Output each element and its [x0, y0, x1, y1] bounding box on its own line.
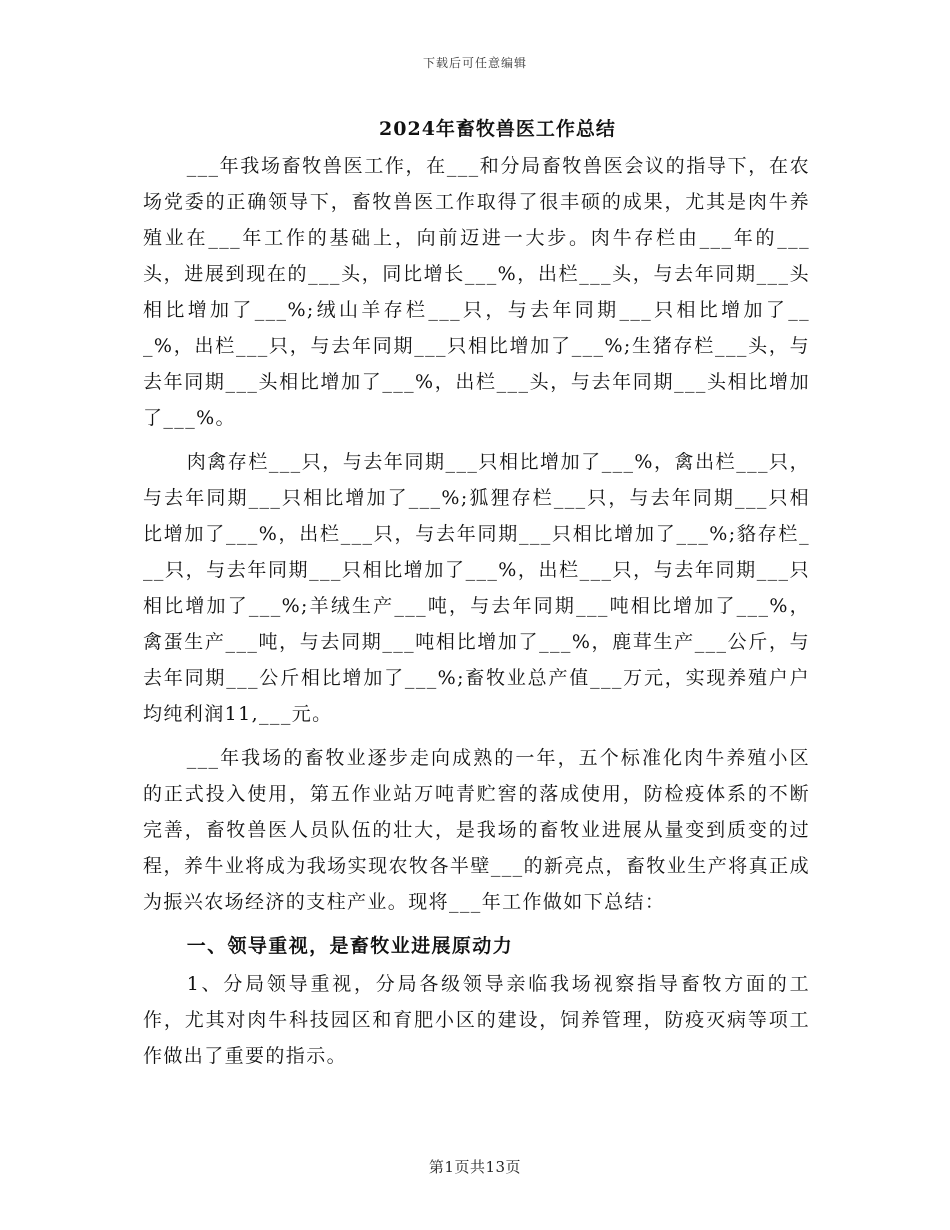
- paragraph-livestock-overview: ___年我场畜牧兽医工作，在___和分局畜牧兽医会议的指导下，在农场党委的正确领导下，畜牧兽医工作取得了很丰硕的成果，尤其是肉牛养殖业在___年工作的基础上，向前迈进一大步。肉牛存栏由___年的___头，进展到现在的___头，同比增长___%，出栏___头，与去年同期___头相比增加了___%;绒山羊存栏___只，与去年同期___只相比增加了___%，出栏___只，与去年同期___只相比增加了___%;生猪存栏___头，与去年同期___头相比增加了___%，出栏___头，与去年同期___头相比增加了___%。: [143, 155, 810, 429]
- paragraph-poultry-fur-output: 肉禽存栏___只，与去年同期___只相比增加了___%，禽出栏___只，与去年同期___只相比增加了___%;狐狸存栏___只，与去年同期___只相比增加了___%，出栏___只，与去年同期___只相比增加了___%;貉存栏___只，与去年同期___只相比增加了___%，出栏___只，与去年同期___只相比增加了___%;羊绒生产___吨，与去年同期___吨相比增加了___%，禽蛋生产___吨，与去同期___吨相比增加了___%，鹿茸生产___公斤，与去年同期___公斤相比增加了___%;畜牧业总产值___万元，实现养殖户户均纯利润11,___元。: [143, 451, 810, 725]
- document-body: [143, 148, 810, 1074]
- section-heading: 一、领导重视，是畜牧业进展原动力: [186, 935, 514, 957]
- paragraph-leadership: 1、分局领导重视，分局各级领导亲临我场视察指导畜牧方面的工作，尤其对肉牛科技园区和育肥小区的建设，饲养管理，防疫灭病等项工作做出了重要的指示。: [143, 973, 810, 1067]
- header-note: 下载后可任意编辑: [422, 56, 527, 70]
- page-number: 第1页共13页: [428, 1158, 522, 1176]
- document-title: 2024年畜牧兽医工作总结: [379, 118, 616, 140]
- paragraph-year-summary: ___年我场的畜牧业逐步走向成熟的一年，五个标准化肉牛养殖小区的正式投入使用，第五作业站万吨青贮窖的落成使用，防检疫体系的不断完善，畜牧兽医人员队伍的壮大，是我场的畜牧业进展从量变到质变的过程，养牛业将成为我场实现农牧各半壁___的新亮点，畜牧业生产将真正成为振兴农场经济的支柱产业。现将___年工作做如下总结：: [143, 747, 810, 913]
